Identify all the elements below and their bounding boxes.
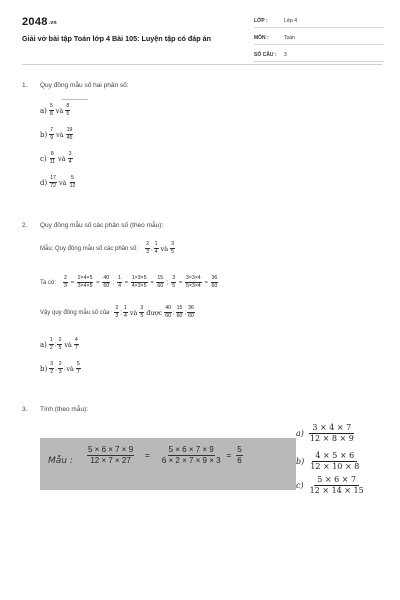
q2-item-a: a) $\frac{1}{2}$ ; $\frac{2}{5}$ và $\frac{4}{7}$ xyxy=(40,337,78,352)
sample-label: Mẫu : xyxy=(48,456,73,466)
q3-part-a: a) $\frac{3 \times 4 \times 7}{12 \times 8 \times 9}$ xyxy=(296,423,354,443)
q2-text: Quy đồng mẫu số các phân số (theo mẫu): xyxy=(40,222,164,229)
meta-row-subject xyxy=(254,31,384,45)
meta-label: LỚP : xyxy=(254,18,268,24)
q3-part-b: b) $\frac{4 \times 5 \times 6}{12 \times 10 \times 8}$ xyxy=(296,451,360,471)
q2-result: Vậy quy đồng mẫu số của $\frac{2}{3}$ ; $\frac{1}{4}$ và $\frac{3}{5}$ được $\frac{40}{60}$ ; $\frac{15}{60}$ ; $\frac{36}{60}$ xyxy=(40,305,194,320)
meta-label: SỐ CÂU : xyxy=(254,52,277,58)
q3-part-c: c) $\frac{5 \times 6 \times 7}{12 \times 14 \times 15}$ xyxy=(296,475,364,495)
q2-item-b: b) $\frac{3}{2}$ ; $\frac{2}{3}$ ; và $\frac{5}{7}$ xyxy=(40,361,80,376)
header-divider xyxy=(22,64,382,65)
site-logo[interactable]: 2048.vn xyxy=(22,16,57,28)
meta-row-class xyxy=(254,14,384,28)
meta-label: MÔN : xyxy=(254,35,269,41)
meta-value: Lớp 4 xyxy=(284,18,298,24)
q1-item-d: d) $\frac{17}{72}$ và $\frac{5}{12}$ xyxy=(40,175,76,190)
q2-number: 2. xyxy=(22,222,28,229)
q1-item-c: c) $\frac{8}{11}$ và $\frac{3}{4}$ xyxy=(40,151,72,166)
q1-item-a: a) $\frac{5}{8}$ và $\frac{8}{5}$ xyxy=(40,103,70,118)
q1-text: Quy đồng mẫu số hai phân số: xyxy=(40,82,129,89)
page-header xyxy=(0,0,400,60)
q2-calculation: Ta có: $\frac{2}{3}$ = $\frac{2\times 4\times 5}{3\times 4\times 5}$ = $\frac{40}{60}$ ; $\frac{1}{4}$ = $\frac{1\times 3\times 5}{4\times 3\times 5}$ = $\frac{15}{60}$ ; $\frac{3}{5}$ = $\frac{3\times 3\times 4}{5\times 3\times 4}$ = $\frac{36}{60}$ xyxy=(40,275,218,290)
meta-value: Toán xyxy=(284,35,295,41)
document-title: Giải vở bài tập Toán lớp 4 Bài 105: Luyện tập có đáp án xyxy=(22,34,212,43)
q3-number: 3. xyxy=(22,406,28,413)
meta-row-count xyxy=(254,48,384,62)
q1-underline xyxy=(62,99,88,100)
sample-banner xyxy=(40,438,296,490)
q3-text: Tính (theo mẫu): xyxy=(40,406,89,413)
q1-item-b: b) $\frac{7}{9}$ và $\frac{19}{45}$ xyxy=(40,127,73,142)
sample-expression: $\frac{5 \times 6 \times 7 \times 9}{12 \times 7 \times 27}$ = $\frac{5 \times 6 \times 7 \times 9}{6 \times 2 \times 7 \times 9 \times 3}$ = $\frac{5}{6}$ xyxy=(88,445,242,465)
q2-example: Mẫu: Quy đồng mẫu số các phân số: $\frac{2}{3}$ ; $\frac{1}{4}$ và $\frac{3}{5}$ xyxy=(40,241,174,256)
q1-number: 1. xyxy=(22,82,28,89)
meta-value: 3 xyxy=(284,52,287,58)
meta-panel xyxy=(254,14,384,65)
